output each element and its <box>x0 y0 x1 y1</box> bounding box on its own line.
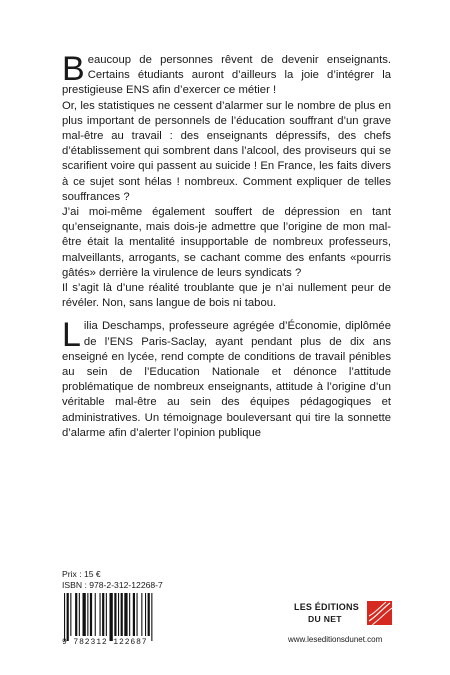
barcode-bar <box>79 593 80 636</box>
publisher-logo <box>294 599 392 631</box>
barcode-bar <box>114 593 116 636</box>
blurb-dropcap: B <box>62 50 85 88</box>
barcode-bar <box>121 593 123 636</box>
barcode-bar <box>67 593 69 641</box>
publisher-website: www.leseditionsdunet.com <box>288 635 383 644</box>
blurb-paragraph-1-text: eaucoup de personnes rêvent de devenir enseignants. Certains étudiants auront d’ailleurs la joie d’intégrer la prestigieuse ENS afin d’exercer ce métier ! <box>62 54 391 97</box>
author-bio-text: ilia Deschamps, professeure agrégée d’Économie, diplômée de l’ENS Paris-Saclay, ayant pendant plus de dix ans enseigné en lycée, rend compte de conditions de travail pénibles au sein de l’Education Nationale et dénonce l’attitude problématique de nombreux enseignants, attitude à l’origine d’un véritable mal-être au sein des équipes pédagogiques et administratives. Un témoignage bouleversant qui tire la sonnette d’alarme afin d’alerter l’opinion publique <box>62 320 391 439</box>
barcode-bar <box>151 593 152 641</box>
barcode-bar <box>75 593 77 636</box>
barcode-bar <box>124 593 127 636</box>
cover-footer <box>62 569 392 649</box>
barcode-bar <box>118 593 119 636</box>
price-label: Prix : 15 € <box>62 569 101 579</box>
paragraph-gap <box>62 311 391 319</box>
publisher-name-line2: DU NET <box>308 614 342 624</box>
barcode-bar <box>129 593 130 636</box>
barcode-bar <box>141 593 142 636</box>
blurb-paragraph-3: J’ai moi-même également souffert de dépression en tant qu’enseignante, mais dois-je admettre que l’origine de mon mal-être était la mentalité insupportable de nombreux professeurs, malveillants, arrogants, se cachant comme des enfants «pourris gâtés» derrière la virulence de leurs syndicats ? <box>62 206 391 279</box>
barcode-bar <box>95 593 96 636</box>
blurb-paragraph-1 <box>62 50 391 99</box>
author-dropcap: L <box>62 316 81 355</box>
barcode-bar <box>70 593 71 636</box>
isbn-label: ISBN : 978-2-312-12268-7 <box>62 580 163 590</box>
barcode-bar <box>137 593 138 636</box>
barcode-number: 9 782312 122687 <box>62 638 148 647</box>
barcode-bar <box>145 593 146 636</box>
publisher-name-line1: LES ÉDITIONS <box>294 602 359 612</box>
barcode-bar <box>106 593 107 636</box>
barcode-bar <box>133 593 135 636</box>
barcode <box>62 593 178 641</box>
barcode-bar <box>83 593 86 636</box>
barcode-bar <box>102 593 104 636</box>
barcode-bar <box>90 593 92 636</box>
barcode-bar <box>110 593 113 641</box>
author-bio <box>62 316 391 441</box>
back-cover-blurb <box>62 50 391 441</box>
barcode-bar <box>87 593 88 636</box>
barcode-bar <box>148 593 150 636</box>
barcode-bar <box>100 593 101 636</box>
blurb-paragraph-4: Il s’agit là d’une réalité troublante que je n’ai nullement peur de révéler. Non, sans langue de bois ni tabou. <box>62 282 391 310</box>
barcode-bar <box>64 593 65 641</box>
publisher-logo-icon <box>366 599 393 627</box>
blurb-paragraph-2: Or, les statistiques ne cessent d’alarmer sur le nombre de plus en plus important de personnels de l’éducation souffrant d’un grave mal-être au travail : des enseignants dépressifs, des chefs d’établissement qui sombrent dans l’alcool, des proviseurs qui se scarifient voire qui passent au suicide ! En France, les faits divers à ce sujet sont hélas ! nombreux. Comment expliquer de telles souffrances ? <box>62 99 391 203</box>
